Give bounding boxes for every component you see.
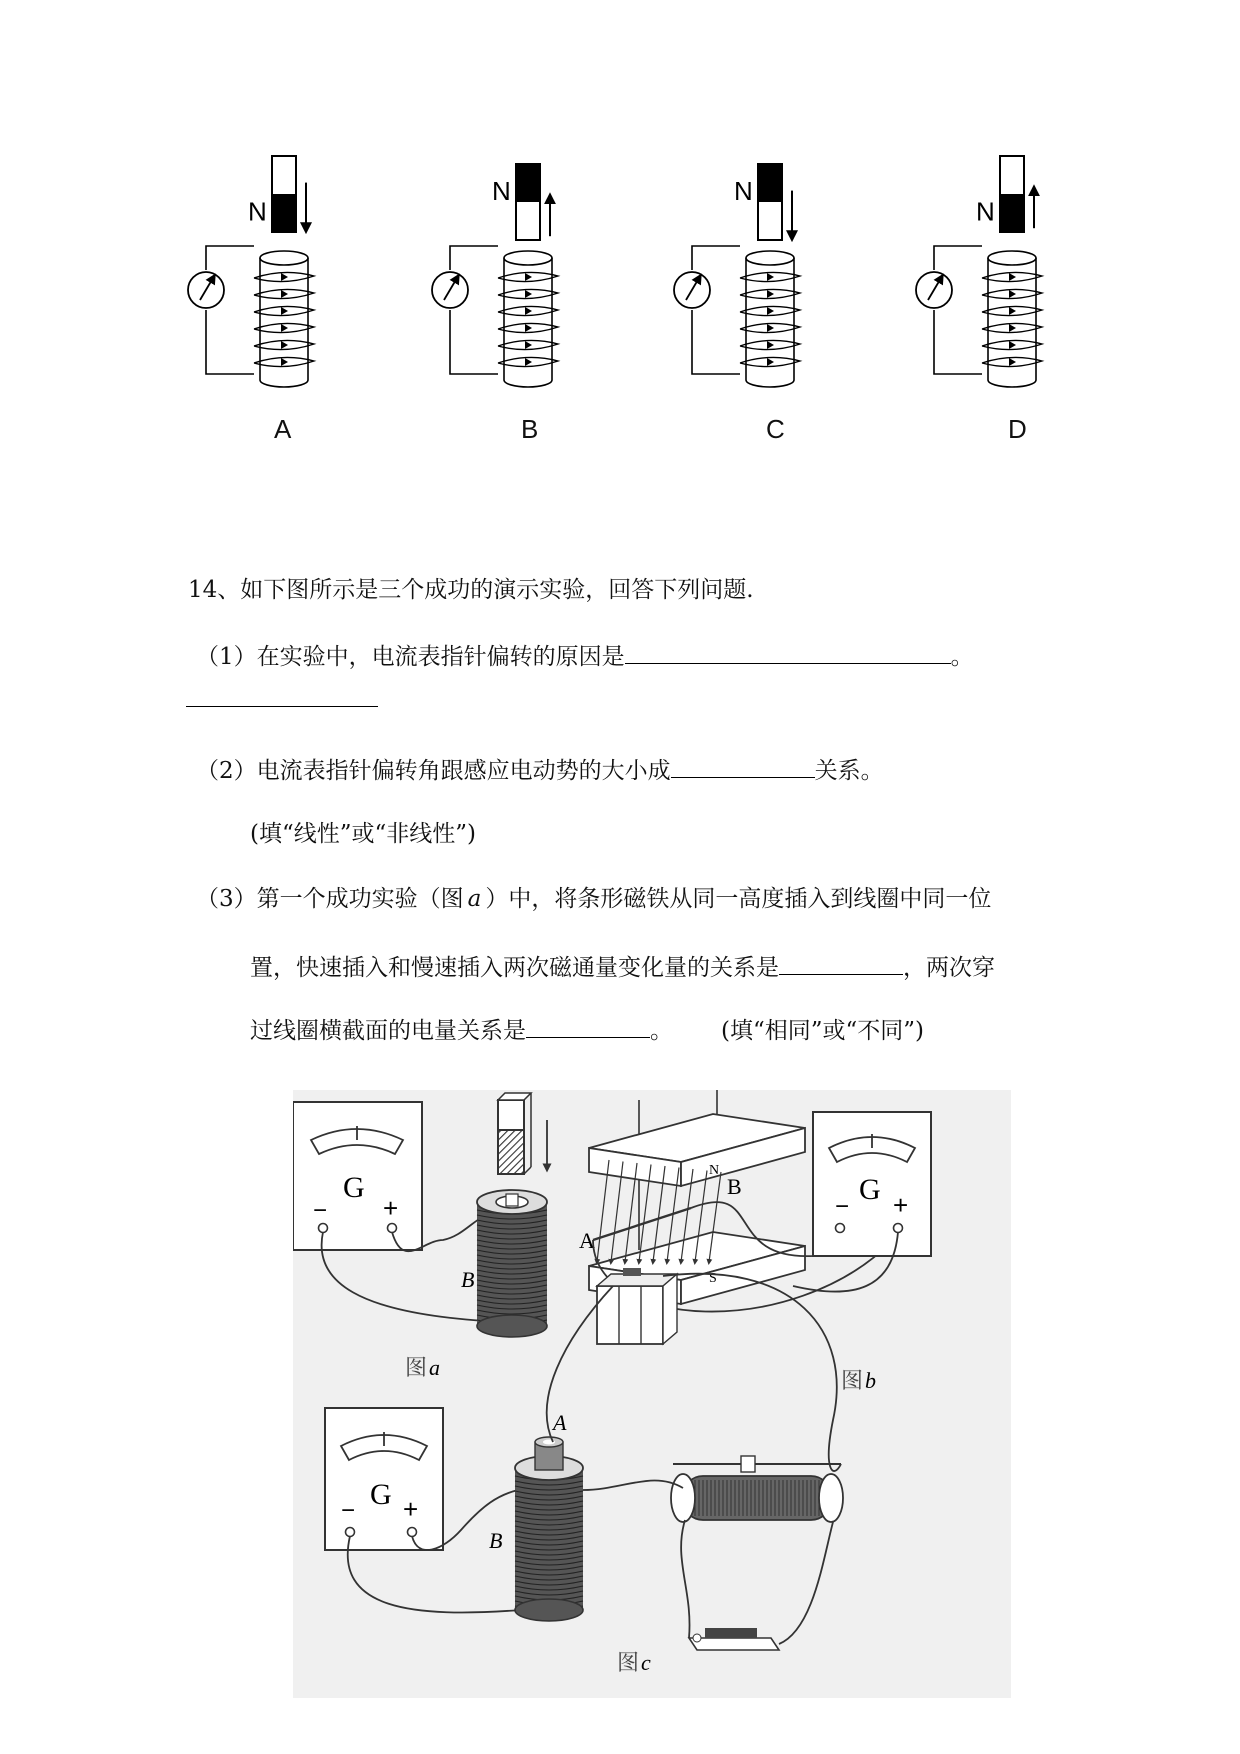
part-1-blank-continued[interactable] (186, 684, 378, 707)
part-3-line-2-end: ，两次穿 (903, 955, 995, 981)
galvanometer-b-minus: − (835, 1193, 850, 1220)
part-3-blank-2[interactable] (526, 1013, 650, 1038)
galvanometer-c-plus: + (403, 1494, 419, 1524)
options-figure (0, 130, 1240, 450)
caption-a-letter: a (429, 1355, 440, 1380)
part-2-blank[interactable] (671, 753, 815, 778)
galvanometer-b (813, 1112, 931, 1256)
caption-c (617, 1650, 651, 1675)
part-2-end: 关系。 (814, 758, 884, 784)
coil-c (515, 1437, 583, 1621)
coil-a-label: B (461, 1267, 475, 1292)
question-title: 14、如下图所示是三个成功的演示实验，回答下列问题. (188, 577, 754, 603)
option-c-label: C (766, 414, 785, 444)
bar-magnet (248, 156, 296, 232)
question-part-3-line-1 (196, 884, 991, 914)
option-d-label: D (1008, 414, 1027, 444)
galvanometer-a-minus: − (313, 1197, 328, 1224)
label-N-b: N (709, 1163, 720, 1178)
option-b-label: B (521, 414, 539, 444)
question-part-2 (196, 753, 884, 786)
galvanometer-a-plus: + (383, 1193, 399, 1223)
galvanometer-c-label: G (370, 1478, 392, 1511)
caption-a (405, 1355, 440, 1380)
caption-b-char: 图 (841, 1368, 864, 1393)
part-2-hint: (填“线性”或“非线性”) (250, 821, 476, 847)
part-3-line-2-text: 置，快速插入和慢速插入两次磁通量变化量的关系是 (250, 955, 779, 981)
question-part-3-line-3 (250, 1013, 924, 1046)
caption-a-char: 图 (405, 1355, 428, 1380)
galvanometer-b-plus: + (893, 1190, 909, 1220)
bar-magnet (492, 164, 540, 240)
part-3-text-b: ）中，将条形磁铁从同一高度插入到线圈中同一位 (485, 886, 992, 912)
option-c-diagram (674, 164, 800, 387)
bar-magnet (976, 156, 1024, 232)
galvanometer (916, 246, 982, 374)
experiment-figure (293, 1090, 1011, 1698)
option-a-label: A (274, 414, 292, 444)
option-b-diagram (432, 164, 558, 387)
question-part-1 (196, 639, 974, 672)
coil-c-label-B: B (489, 1528, 503, 1553)
option-d-diagram (916, 156, 1042, 387)
pole-label: N (976, 196, 995, 227)
caption-c-letter: c (641, 1650, 651, 1675)
caption-c-char: 图 (617, 1650, 640, 1675)
galvanometer (674, 246, 740, 374)
pole-label: N (248, 196, 267, 227)
label-S-b: S (709, 1271, 717, 1286)
part-1-end: 。 (950, 644, 974, 670)
galvanometer (188, 246, 254, 374)
part-3-blank-1[interactable] (779, 950, 903, 975)
pole-label: N (734, 175, 753, 206)
coil (254, 251, 314, 387)
part-3-hint: (填“相同”或“不同”) (721, 1018, 924, 1044)
galvanometer-b-label: G (859, 1173, 881, 1206)
part-3-italic-a: a (467, 886, 482, 912)
part-1-text: （1）在实验中，电流表指针偏转的原因是 (196, 644, 625, 670)
pole-label: N (492, 175, 511, 206)
coil-c-label-A: A (553, 1410, 567, 1435)
galvanometer (432, 246, 498, 374)
part-3-text-a: （3）第一个成功实验（图 (196, 886, 464, 912)
galvanometer-a (293, 1102, 422, 1250)
coil-a (477, 1190, 547, 1337)
bar-magnet (734, 164, 782, 240)
battery-c (597, 1268, 677, 1344)
caption-b (841, 1368, 876, 1393)
coil (498, 251, 558, 387)
part-1-blank[interactable] (625, 639, 951, 664)
label-B-b: B (727, 1174, 742, 1199)
part-3-line-3-end: 。 (650, 1018, 673, 1044)
caption-b-letter: b (865, 1368, 876, 1393)
question-part-3-line-2 (250, 950, 995, 983)
galvanometer-a-label: G (343, 1171, 365, 1204)
coil (982, 251, 1042, 387)
part-2-text: （2）电流表指针偏转角跟感应电动势的大小成 (196, 758, 671, 784)
option-a-diagram (188, 156, 314, 387)
galvanometer-c (325, 1408, 443, 1550)
galvanometer-c-minus: − (341, 1497, 356, 1524)
part-3-line-3-text: 过线圈横截面的电量关系是 (250, 1018, 526, 1044)
label-A-b: A (579, 1228, 595, 1253)
coil (740, 251, 800, 387)
